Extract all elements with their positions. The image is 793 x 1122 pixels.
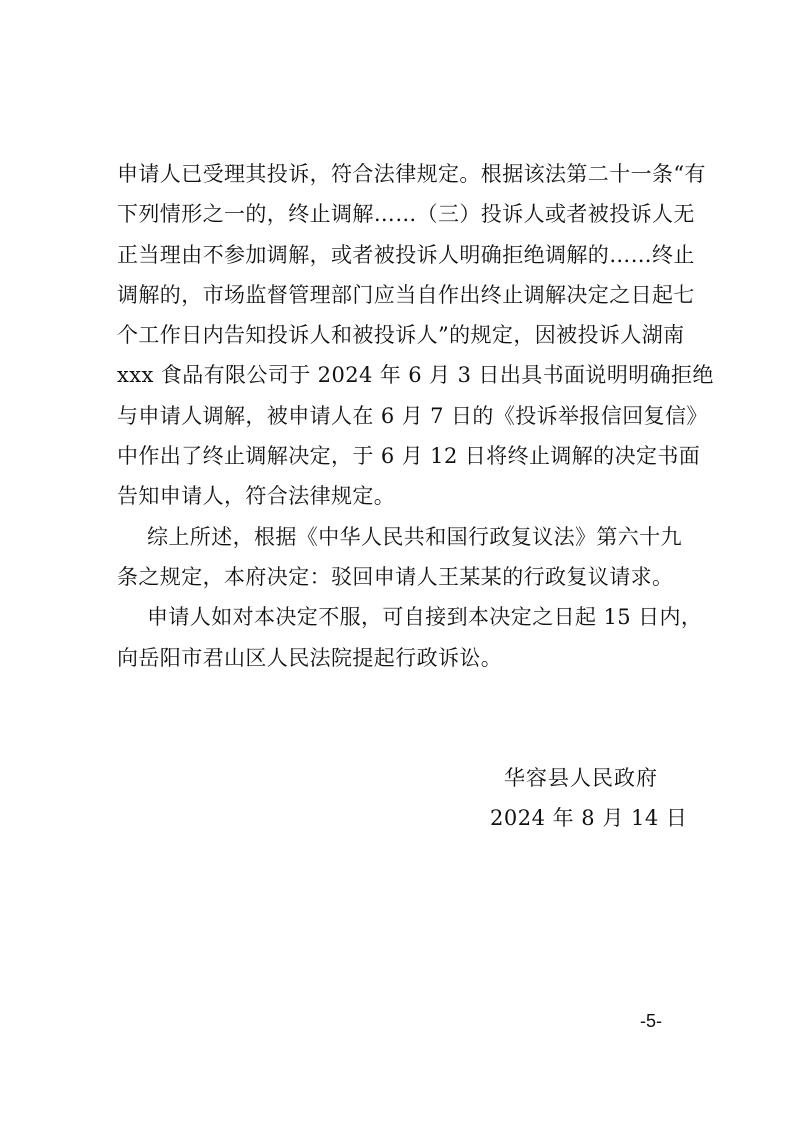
body-line: 调解的，市场监督管理部门应当自作出终止调解决定之日起七 bbox=[117, 282, 695, 307]
body-line: xxx 食品有限公司于 2024 年 6 月 3 日出具书面说明明确拒绝 bbox=[117, 363, 714, 388]
page-number: -5- bbox=[640, 1011, 662, 1031]
body-line: 向岳阳市君山区人民法院提起行政诉讼。 bbox=[117, 645, 503, 670]
paragraph-start-line: 申请人如对本决定不服，可自接到本决定之日起 15 日内， bbox=[147, 605, 703, 630]
document-body bbox=[117, 154, 714, 678]
body-line: 中作出了终止调解决定，于 6 月 12 日将终止调解的决定书面 bbox=[117, 444, 701, 469]
body-line: 下列情形之一的，终止调解……（三）投诉人或者被投诉人无 bbox=[117, 202, 695, 227]
body-line: 申请人已受理其投诉，符合法律规定。根据该法第二十一条“有 bbox=[117, 162, 706, 186]
body-line: 个工作日内告知投诉人和被投诉人”的规定，因被投诉人湖南 bbox=[117, 323, 685, 348]
paragraph-start-line: 综上所述，根据《中华人民共和国行政复议法》第六十九 bbox=[147, 524, 682, 549]
issue-date: 2024 年 8 月 14 日 bbox=[490, 806, 688, 830]
body-line: 与申请人调解，被申请人在 6 月 7 日的《投诉举报信回复信》 bbox=[117, 403, 708, 428]
body-line: 正当理由不参加调解，或者被投诉人明确拒绝调解的……终止 bbox=[117, 242, 695, 267]
signature-block bbox=[490, 758, 690, 838]
issuing-organization: 华容县人民政府 bbox=[504, 766, 658, 790]
body-line: 条之规定，本府决定：驳回申请人王某某的行政复议请求。 bbox=[117, 564, 674, 589]
body-line: 告知申请人，符合法律规定。 bbox=[117, 484, 396, 509]
